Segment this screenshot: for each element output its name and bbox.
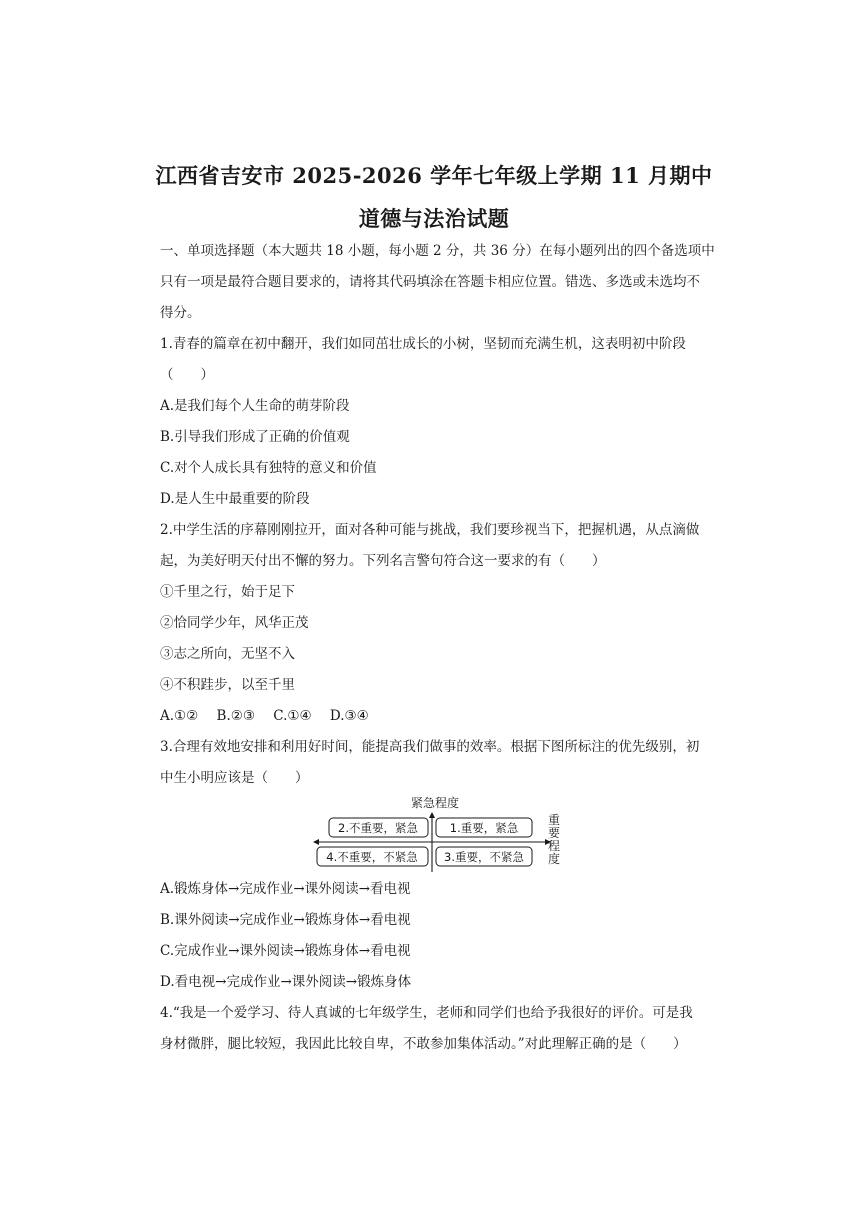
q2-choice-a: A.①② [160, 708, 199, 724]
instructions-line1: 一、单项选择题（本大题共 18 小题，每小题 2 分，共 36 分）在每小题列出的四个备选项中 [160, 243, 715, 259]
q3-option-a: A.锻炼身体→完成作业→课外阅读→看电视 [160, 881, 411, 897]
q2-item-3: ③志之所向，无坚不入 [160, 646, 295, 662]
q4-stem-line1: 4.“我是一个爱学习、待人真诚的七年级学生，老师和同学们也给予我很好的评价。可是我 [160, 1005, 693, 1021]
quadrant-1-label: 1.重要，紧急 [449, 821, 519, 835]
q2-choices [160, 707, 383, 725]
q2-choice-b: B.②③ [216, 708, 255, 724]
q2-item-4: ④不积跬步，以至千里 [160, 677, 295, 693]
q2-choice-d: D.③④ [329, 708, 369, 724]
q3-stem-line1: 3.合理有效地安排和利用好时间，能提高我们做事的效率。根据下图所标注的优先级别，初 [160, 739, 700, 755]
q2-stem-line1: 2.中学生活的序幕刚刚拉开，面对各种可能与挑战，我们要珍视当下，把握机遇，从点滴做 [160, 522, 700, 538]
exam-title-line1: 江西省吉安市 2025-2026 学年七年级上学期 11 月期中 [155, 163, 713, 188]
q1-option-b: B.引导我们形成了正确的价值观 [160, 429, 350, 445]
instructions-line2: 只有一项是最符合题目要求的，请将其代码填涂在答题卡相应位置。错选、多选或未选均不 [160, 274, 700, 290]
importance-axis-label: 重要程度 [547, 813, 560, 866]
q2-choice-c: C.①④ [273, 708, 312, 724]
q2-item-1: ①千里之行，始于足下 [160, 584, 295, 600]
exam-title-line2: 道德与法治试题 [358, 206, 510, 231]
q1-stem-line2: （ ） [160, 367, 214, 383]
instructions-line3: 得分。 [160, 305, 201, 321]
quadrant-4-label: 4.不重要，不紧急 [326, 850, 418, 864]
horizontal-axis-left-arrow-icon [313, 839, 319, 845]
q1-option-d: D.是人生中最重要的阶段 [160, 491, 310, 507]
q3-option-b: B.课外阅读→完成作业→锻炼身体→看电视 [160, 912, 411, 928]
quadrant-2-label: 2.不重要，紧急 [338, 821, 418, 835]
priority-quadrant-diagram [310, 794, 560, 874]
q1-option-c: C.对个人成长具有独特的意义和价值 [160, 460, 377, 476]
q3-option-d: D.看电视→完成作业→课外阅读→锻炼身体 [160, 974, 412, 990]
q3-stem-line2: 中生小明应该是（ ） [160, 770, 309, 786]
q2-item-2: ②恰同学少年，风华正茂 [160, 615, 309, 631]
urgency-axis-label: 紧急程度 [410, 796, 460, 810]
q1-option-a: A.是我们每个人生命的萌芽阶段 [160, 398, 350, 414]
q1-stem-line1: 1.青春的篇章在初中翻开，我们如同茁壮成长的小树，坚韧而充满生机，这表明初中阶段 [160, 336, 686, 352]
quadrant-3-label: 3.重要，不紧急 [444, 850, 524, 864]
q3-option-c: C.完成作业→课外阅读→锻炼身体→看电视 [160, 943, 411, 959]
vertical-axis-arrow-icon [429, 812, 435, 818]
q2-stem-line2: 起，为美好明天付出不懈的努力。下列名言警句符合这一要求的有（ ） [160, 553, 606, 569]
q4-stem-line2: 身材微胖，腿比较短，我因此比较自卑，不敢参加集体活动。”对此理解正确的是（ ） [160, 1036, 687, 1052]
